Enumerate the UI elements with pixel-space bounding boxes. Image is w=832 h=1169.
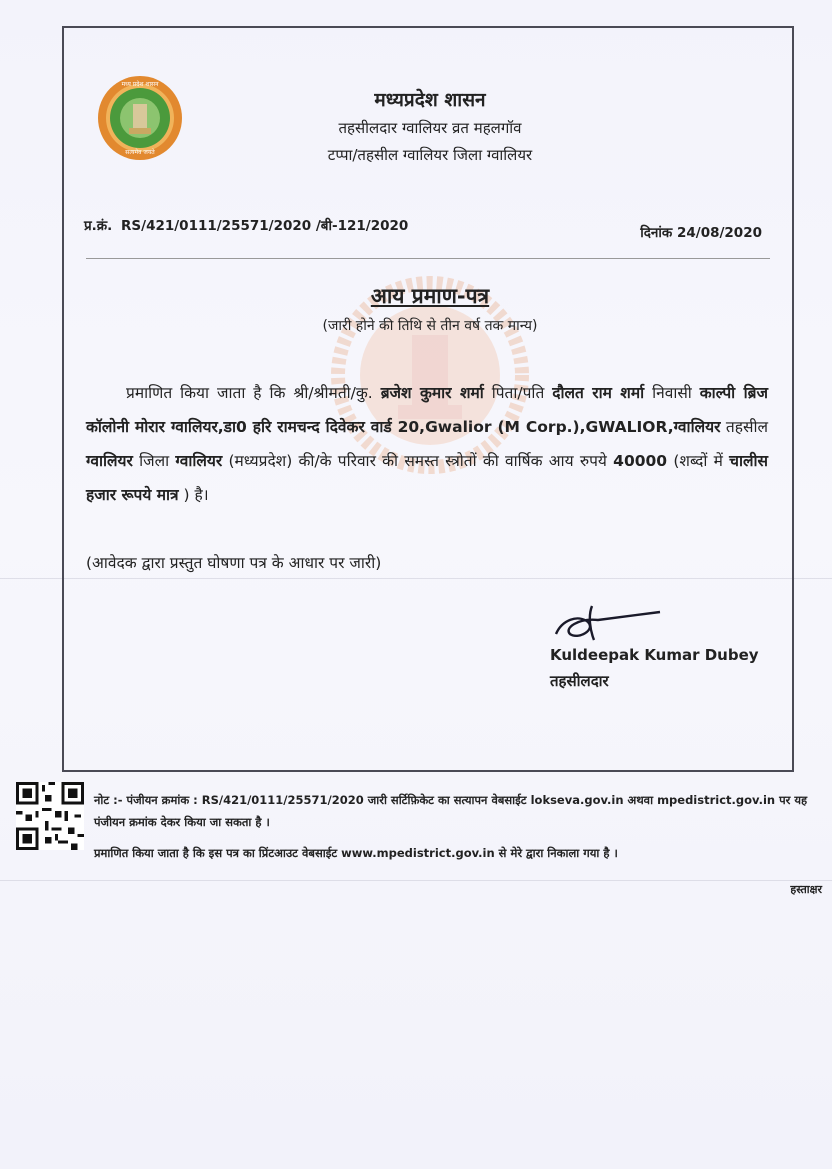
- government-name: मध्यप्रदेश शासन: [374, 89, 486, 111]
- emblem-ring-text: मध्य प्रदेश शासन: [121, 81, 159, 88]
- emblem-motto: सत्यमेव जयते: [125, 149, 155, 156]
- signature-icon: [548, 600, 668, 644]
- father-name: दौलत राम शर्मा: [552, 384, 645, 402]
- body-text-8: ) है।: [183, 486, 209, 504]
- income-amount-words: चालीस हजार रूपये मात्र: [86, 452, 768, 504]
- reference-label: प्र.क्रं.: [84, 218, 113, 234]
- mp-government-emblem-icon: [96, 74, 184, 162]
- verification-note: नोट :- पंजीयन क्रमांक : RS/421/0111/25571/2020 जारी सर्टिफ़िकेट का सत्यापन वेबसाईट lokseva.gov.in अथवा mpedistrict.gov.in पर यह पंजीयन क्रमांक देकर किया जा सकता है ।: [94, 793, 808, 829]
- applicant-address: काल्पी ब्रिज कॉलोनी मोरार ग्वालियर,डा0 हरि रामचन्द दिवेकर वार्ड 20,Gwalior (M Corp.),GWALIOR,ग्वालियर: [86, 384, 768, 436]
- reference-number: [84, 216, 408, 234]
- body-text-7: (शब्दों में: [673, 452, 723, 470]
- body-text-3: निवासी: [652, 384, 692, 402]
- qr-code-icon: [16, 782, 84, 850]
- body-text-4: तहसील: [725, 418, 768, 436]
- date-value: 24/08/2020: [676, 225, 762, 241]
- body-text-1: प्रमाणित किया जाता है कि श्री/श्रीमती/कु.: [126, 384, 373, 402]
- paper-fold-line: [0, 880, 832, 881]
- signatory-designation: तहसीलदार: [550, 672, 609, 690]
- district-name: ग्वालियर: [175, 452, 223, 470]
- body-text-2: पिता/पति: [491, 384, 545, 402]
- date-label: दिनांक: [640, 225, 673, 241]
- applicant-name: ब्रजेश कुमार शर्मा: [380, 384, 484, 402]
- signatory-name: Kuldeepak Kumar Dubey: [550, 646, 759, 664]
- reference-value: RS/421/0111/25571/2020 /बी-121/2020: [121, 218, 409, 234]
- issue-date: [640, 223, 762, 241]
- income-amount: 40000: [613, 452, 668, 470]
- issue-basis-note: (आवेदक द्वारा प्रस्तुत घोषणा पत्र के आधार पर जारी): [86, 554, 382, 572]
- certificate-body: [86, 376, 768, 512]
- validity-note: (जारी होने की तिथि से तीन वर्ष तक मान्य): [322, 318, 538, 334]
- issuing-office: तहसीलदार ग्वालियर व्रत महलगॉव: [338, 119, 522, 137]
- signature-label: हस्ताक्षर: [790, 883, 822, 896]
- printout-note: प्रमाणित किया जाता है कि इस पत्र का प्रिंटआउट वेबसाईट www.mpedistrict.gov.in से मेरे द्वारा निकाला गया है ।: [94, 846, 618, 860]
- certificate-title: आय प्रमाण-पत्र: [370, 284, 490, 308]
- body-text-6: (मध्यप्रदेश) की/के परिवार की समस्त स्त्रोतों की वार्षिक आय रुपये: [228, 452, 607, 470]
- office-location: टप्पा/तहसील ग्वालियर जिला ग्वालियर: [327, 146, 533, 164]
- body-text-5: जिला: [139, 452, 170, 470]
- tehsil-name: ग्वालियर: [86, 452, 133, 470]
- divider: [86, 258, 770, 259]
